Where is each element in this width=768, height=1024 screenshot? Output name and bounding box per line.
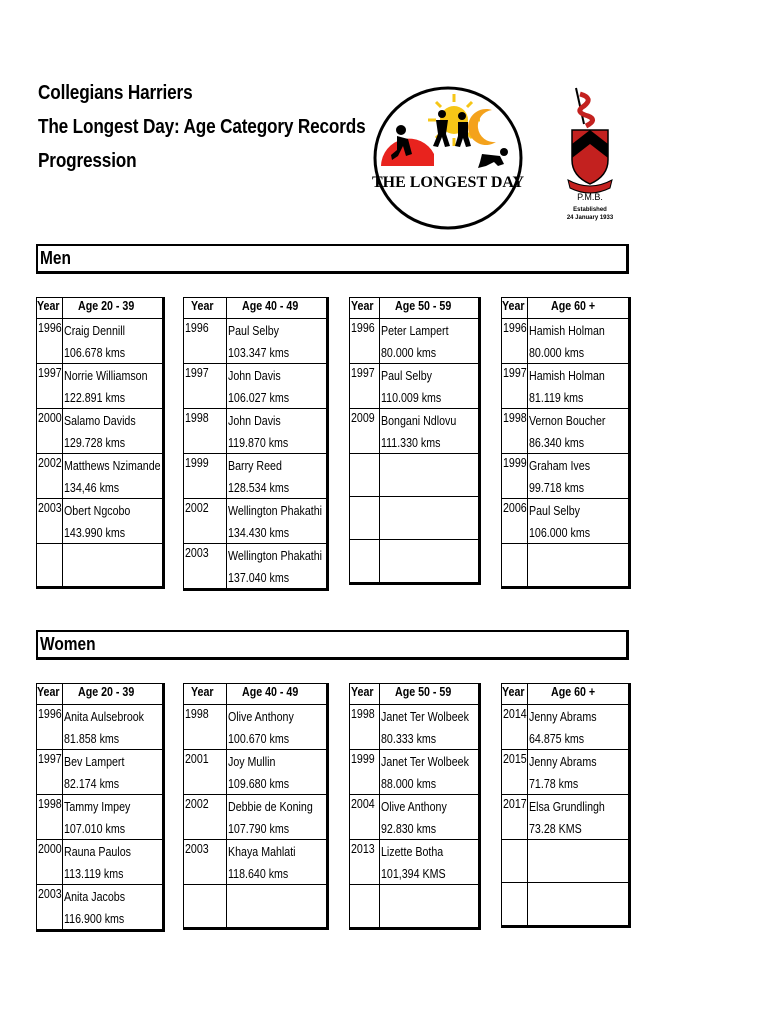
record-year — [502, 319, 528, 364]
age-header-text: Age 50 - 59 — [394, 684, 451, 699]
record-year-text: 1996 — [503, 320, 527, 335]
record-year — [350, 319, 380, 364]
record-year — [350, 497, 380, 540]
record-name: Olive Anthony — [381, 799, 447, 814]
year-header — [502, 298, 528, 319]
record-distance: 107.790 kms — [228, 821, 290, 836]
record-entry — [528, 319, 630, 364]
record-year-text: 2014 — [503, 706, 527, 721]
record-name: Lizette Botha — [381, 844, 444, 859]
record-year-text: 1997 — [38, 751, 62, 766]
record-year-text: 2002 — [185, 500, 209, 515]
record-distance: 134,46 kms — [64, 480, 120, 495]
women-age2-table — [183, 683, 329, 930]
table-row — [37, 795, 164, 840]
record-year-text: 1999 — [503, 455, 527, 470]
record-distance: 71.78 kms — [529, 776, 579, 791]
table-row — [37, 364, 164, 409]
record-year-text: 1997 — [503, 365, 527, 380]
table-row — [184, 750, 328, 795]
record-year-text: 1998 — [503, 410, 527, 425]
record-entry — [380, 409, 480, 454]
age-header — [380, 684, 480, 705]
record-name: Jenny Abrams — [529, 754, 597, 769]
table-row — [37, 750, 164, 795]
record-year-text: 1996 — [38, 320, 62, 335]
record-year — [184, 544, 227, 590]
record-name: Khaya Mahlati — [228, 844, 296, 859]
age-header — [528, 298, 630, 319]
record-entry — [227, 885, 328, 929]
record-distance: 80.333 kms — [381, 731, 437, 746]
women-age3-table — [349, 683, 481, 930]
table-row — [502, 364, 630, 409]
record-year — [350, 840, 380, 885]
record-distance: 88.000 kms — [381, 776, 437, 791]
record-entry — [63, 499, 164, 544]
year-header-text: Year — [191, 684, 214, 699]
record-entry — [227, 364, 328, 409]
table-row — [37, 319, 164, 364]
record-entry — [380, 840, 480, 885]
table-row — [502, 409, 630, 454]
crest-established: Established — [573, 207, 607, 213]
table-row — [350, 750, 480, 795]
record-year-text: 1999 — [185, 455, 209, 470]
table-row — [350, 705, 480, 750]
record-name: Matthews Nzimande — [64, 458, 161, 473]
record-distance: 143.990 kms — [64, 525, 126, 540]
record-name: Hamish Holman — [529, 368, 605, 383]
record-year-text: 2002 — [38, 455, 62, 470]
record-distance: 129.728 kms — [64, 435, 126, 450]
record-name: Craig Dennill — [64, 323, 126, 338]
record-distance: 128.534 kms — [228, 480, 290, 495]
men-age4-table — [501, 297, 631, 589]
crest-pmb: P.M.B. — [577, 192, 603, 202]
club-crest — [560, 84, 620, 224]
record-entry — [63, 319, 164, 364]
table-row — [350, 885, 480, 929]
record-distance: 100.670 kms — [228, 731, 290, 746]
record-distance: 80.000 kms — [529, 345, 585, 360]
record-year — [184, 795, 227, 840]
record-year-text: 1999 — [351, 751, 375, 766]
record-entry — [528, 705, 630, 750]
table-row — [184, 705, 328, 750]
record-distance: 134.430 kms — [228, 525, 290, 540]
record-year — [502, 499, 528, 544]
record-entry — [227, 409, 328, 454]
record-distance: 109.680 kms — [228, 776, 290, 791]
record-year — [184, 750, 227, 795]
page-title — [38, 76, 366, 178]
record-year — [502, 705, 528, 750]
record-entry — [63, 795, 164, 840]
record-year — [184, 409, 227, 454]
record-year — [350, 364, 380, 409]
record-year-text: 2003 — [38, 500, 62, 515]
record-year — [350, 540, 380, 584]
record-entry — [63, 544, 164, 588]
record-entry — [63, 454, 164, 499]
table-row — [184, 840, 328, 885]
record-year-text: 1997 — [185, 365, 209, 380]
record-year — [502, 454, 528, 499]
record-distance: 106.027 kms — [228, 390, 290, 405]
record-distance: 113.119 kms — [64, 866, 124, 881]
record-distance: 106.678 kms — [64, 345, 126, 360]
table-row — [502, 705, 630, 750]
table-row — [184, 454, 328, 499]
record-year-text: 2009 — [351, 410, 375, 425]
record-distance: 119.870 kms — [228, 435, 289, 450]
age-header-text: Age 20 - 39 — [78, 298, 135, 313]
record-name: Anita Jacobs — [64, 889, 126, 904]
record-year — [37, 885, 63, 931]
record-year-text: 2003 — [38, 886, 62, 901]
table-row — [350, 540, 480, 584]
record-entry — [227, 454, 328, 499]
table-row — [502, 319, 630, 364]
record-entry — [528, 499, 630, 544]
year-header — [184, 298, 227, 319]
record-entry — [227, 319, 328, 364]
table-row — [350, 497, 480, 540]
record-year — [350, 705, 380, 750]
year-header — [350, 298, 380, 319]
record-year-text: 2002 — [185, 796, 209, 811]
age-header-text: Age 60 + — [551, 298, 596, 313]
record-entry — [63, 750, 164, 795]
record-distance: 103.347 kms — [228, 345, 290, 360]
year-header-text: Year — [37, 684, 60, 699]
record-year — [184, 840, 227, 885]
record-year-text: 2006 — [503, 500, 527, 515]
record-name: Wellington Phakathi — [228, 503, 323, 518]
section-women — [36, 630, 629, 660]
record-year — [502, 544, 528, 588]
record-year — [502, 750, 528, 795]
table-row — [37, 885, 164, 931]
record-entry — [63, 409, 164, 454]
record-year — [350, 454, 380, 497]
table-row — [37, 454, 164, 499]
crest-date: 24 January 1933 — [566, 215, 614, 221]
title-line-2: The Longest Day: Age Category Records — [38, 116, 366, 138]
record-name: Norrie Williamson — [64, 368, 148, 383]
table-row — [184, 499, 328, 544]
record-name: Elsa Grundlingh — [529, 799, 605, 814]
record-year-text: 1998 — [351, 706, 375, 721]
record-name: Jenny Abrams — [529, 709, 597, 724]
record-year-text: 2000 — [38, 410, 62, 425]
record-entry — [63, 705, 164, 750]
age-header — [528, 684, 630, 705]
record-year — [37, 840, 63, 885]
table-row — [350, 795, 480, 840]
age-header — [63, 684, 164, 705]
record-year — [37, 705, 63, 750]
record-year — [502, 364, 528, 409]
record-entry — [528, 750, 630, 795]
record-distance: 64.875 kms — [529, 731, 585, 746]
record-year — [37, 364, 63, 409]
women-age4-table — [501, 683, 631, 928]
record-entry — [380, 319, 480, 364]
table-row — [37, 544, 164, 588]
table-row — [37, 705, 164, 750]
record-entry — [63, 840, 164, 885]
table-row — [502, 544, 630, 588]
age-header-text: Age 40 - 49 — [242, 684, 299, 699]
record-year — [502, 409, 528, 454]
record-distance: 80.000 kms — [381, 345, 437, 360]
record-year — [502, 795, 528, 840]
record-entry — [380, 795, 480, 840]
record-distance: 81.858 kms — [64, 731, 120, 746]
record-name: Peter Lampert — [381, 323, 449, 338]
table-row — [502, 883, 630, 927]
record-name: Bev Lampert — [64, 754, 125, 769]
record-year-text: 2013 — [351, 841, 375, 856]
record-year — [350, 885, 380, 929]
table-row — [37, 840, 164, 885]
record-entry — [528, 840, 630, 883]
year-header-text: Year — [191, 298, 214, 313]
record-entry — [528, 364, 630, 409]
logo-text: THE LONGEST DAY — [372, 174, 524, 191]
section-men — [36, 244, 629, 274]
record-entry — [380, 705, 480, 750]
title-line-1: Collegians Harriers — [38, 82, 193, 104]
women-age1-table — [36, 683, 165, 932]
record-name: Debbie de Koning — [228, 799, 313, 814]
record-name: Obert Ngcobo — [64, 503, 131, 518]
record-year — [37, 319, 63, 364]
record-year-text: 1998 — [185, 410, 209, 425]
age-header — [227, 298, 328, 319]
crest-icon — [568, 88, 612, 193]
record-distance: 81.119 kms — [529, 390, 584, 405]
year-header-text: Year — [350, 684, 374, 699]
record-name: Olive Anthony — [228, 709, 294, 724]
record-year-text: 1998 — [38, 796, 62, 811]
record-distance: 110.009 kms — [381, 390, 442, 405]
table-row — [37, 499, 164, 544]
table-row — [350, 454, 480, 497]
record-entry — [227, 544, 328, 590]
record-entry — [528, 454, 630, 499]
table-row — [502, 840, 630, 883]
record-name: Janet Ter Wolbeek — [381, 709, 469, 724]
year-header — [184, 684, 227, 705]
year-header — [350, 684, 380, 705]
table-row — [350, 409, 480, 454]
record-name: Anita Aulsebrook — [64, 709, 145, 724]
record-year — [37, 499, 63, 544]
men-age1-table — [36, 297, 165, 589]
record-name: Vernon Boucher — [529, 413, 606, 428]
year-header-text: Year — [502, 684, 525, 699]
record-year-text: 2017 — [503, 796, 527, 811]
record-entry — [528, 409, 630, 454]
record-year-text: 1998 — [185, 706, 209, 721]
record-name: Paul Selby — [529, 503, 580, 518]
record-year-text: 2003 — [185, 545, 209, 560]
record-distance: 116.900 kms — [64, 911, 125, 926]
record-entry — [380, 454, 480, 497]
record-distance: 99.718 kms — [529, 480, 585, 495]
age-header-text: Age 60 + — [551, 684, 596, 699]
table-row — [350, 319, 480, 364]
record-distance: 118.640 kms — [228, 866, 289, 881]
record-year-text: 1996 — [185, 320, 209, 335]
record-name: Wellington Phakathi — [228, 548, 323, 563]
record-entry — [528, 795, 630, 840]
record-year — [350, 750, 380, 795]
longest-day-logo — [372, 84, 524, 232]
record-year — [37, 795, 63, 840]
record-entry — [380, 540, 480, 584]
record-year — [350, 795, 380, 840]
record-distance: 111.330 kms — [381, 435, 441, 450]
record-entry — [227, 840, 328, 885]
record-distance: 137.040 kms — [228, 570, 290, 585]
record-entry — [380, 364, 480, 409]
title-line-3: Progression — [38, 150, 137, 172]
table-row — [502, 454, 630, 499]
table-row — [502, 499, 630, 544]
record-entry — [380, 750, 480, 795]
record-name: Bongani Ndlovu — [381, 413, 457, 428]
table-row — [184, 795, 328, 840]
record-distance: 92.830 kms — [381, 821, 437, 836]
table-row — [350, 364, 480, 409]
record-year-text: 1996 — [351, 320, 375, 335]
record-entry — [528, 883, 630, 927]
record-distance: 122.891 kms — [64, 390, 126, 405]
table-row — [184, 409, 328, 454]
record-distance: 106.000 kms — [529, 525, 591, 540]
record-distance: 107.010 kms — [64, 821, 126, 836]
year-header-text: Year — [502, 298, 525, 313]
age-header — [227, 684, 328, 705]
table-row — [502, 795, 630, 840]
table-row — [184, 364, 328, 409]
record-name: Barry Reed — [228, 458, 282, 473]
table-row — [184, 544, 328, 590]
section-men-label: Men — [40, 248, 71, 268]
record-year-text: 2003 — [185, 841, 209, 856]
record-year — [502, 840, 528, 883]
record-year-text: 1996 — [38, 706, 62, 721]
record-entry — [63, 364, 164, 409]
record-year — [37, 750, 63, 795]
record-name: Janet Ter Wolbeek — [381, 754, 469, 769]
section-women-label: Women — [40, 634, 96, 654]
men-age2-table — [183, 297, 329, 591]
record-name: John Davis — [228, 368, 281, 383]
record-year-text: 2000 — [38, 841, 62, 856]
record-name: Paul Selby — [228, 323, 279, 338]
year-header-text: Year — [37, 298, 60, 313]
record-entry — [380, 497, 480, 540]
record-distance: 86.340 kms — [529, 435, 585, 450]
record-distance: 73.28 KMS — [529, 821, 582, 836]
year-header — [37, 298, 63, 319]
record-year — [184, 885, 227, 929]
age-header-text: Age 20 - 39 — [78, 684, 135, 699]
record-year-text: 2015 — [503, 751, 527, 766]
table-row — [37, 409, 164, 454]
year-header-text: Year — [350, 298, 374, 313]
age-header-text: Age 40 - 49 — [242, 298, 299, 313]
record-year — [37, 454, 63, 499]
record-name: Graham Ives — [529, 458, 591, 473]
table-row — [502, 750, 630, 795]
record-year — [350, 409, 380, 454]
record-year-text: 2004 — [351, 796, 375, 811]
record-name: Joy Mullin — [228, 754, 276, 769]
record-entry — [227, 795, 328, 840]
record-year — [502, 883, 528, 927]
record-year — [37, 544, 63, 588]
record-entry — [528, 544, 630, 588]
record-name: John Davis — [228, 413, 281, 428]
record-name: Hamish Holman — [529, 323, 605, 338]
table-row — [184, 885, 328, 929]
record-entry — [63, 885, 164, 931]
record-year — [37, 409, 63, 454]
record-year — [184, 319, 227, 364]
record-entry — [380, 885, 480, 929]
table-row — [350, 840, 480, 885]
record-name: Rauna Paulos — [64, 844, 131, 859]
record-name: Tammy Impey — [64, 799, 131, 814]
age-header — [380, 298, 480, 319]
age-header-text: Age 50 - 59 — [394, 298, 451, 313]
record-entry — [227, 750, 328, 795]
record-distance: 82.174 kms — [64, 776, 120, 791]
record-year — [184, 454, 227, 499]
record-entry — [227, 705, 328, 750]
age-header — [63, 298, 164, 319]
record-year-text: 1997 — [38, 365, 62, 380]
record-entry — [227, 499, 328, 544]
year-header — [37, 684, 63, 705]
record-name: Salamo Davids — [64, 413, 136, 428]
record-year — [184, 364, 227, 409]
record-year-text: 2001 — [185, 751, 209, 766]
record-distance: 101,394 KMS — [381, 866, 446, 881]
table-row — [184, 319, 328, 364]
record-year — [184, 499, 227, 544]
record-year — [184, 705, 227, 750]
men-age3-table — [349, 297, 481, 585]
year-header — [502, 684, 528, 705]
record-name: Paul Selby — [381, 368, 432, 383]
record-year-text: 1997 — [351, 365, 375, 380]
